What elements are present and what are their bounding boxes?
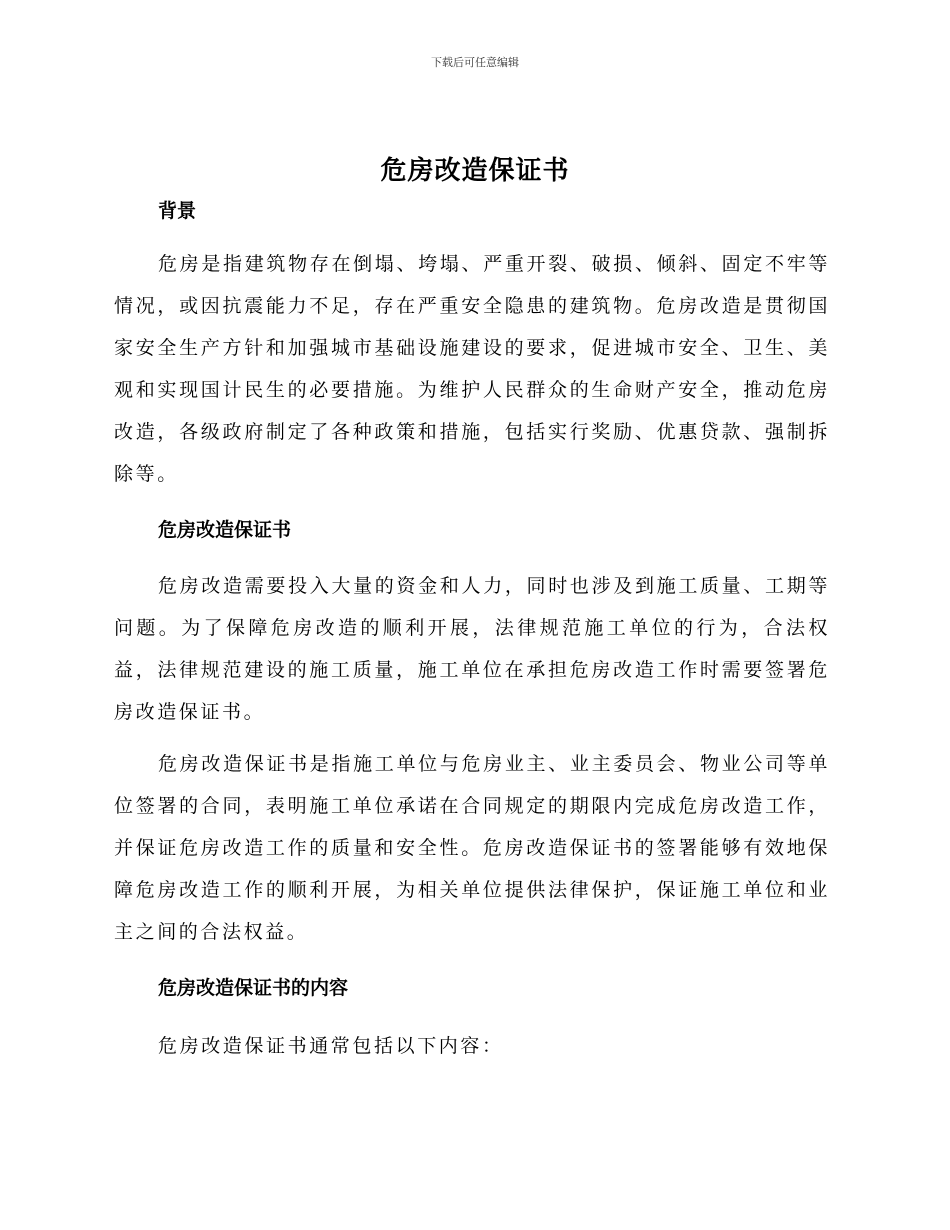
paragraph-guarantee-1: 危房改造需要投入大量的资金和人力，同时也涉及到施工质量、工期等问题。为了保障危房改造的顺利开展，法律规范施工单位的行为，合法权益，法律规范建设的施工质量，施工单位在承担危房改造工作时需要签署危房改造保证书。 xyxy=(114,575,830,723)
paragraph-contents-intro: 危房改造保证书通常包括以下内容： xyxy=(158,1035,504,1057)
section-heading-contents: 危房改造保证书的内容 xyxy=(158,977,349,999)
document-body xyxy=(114,196,830,1067)
section-heading-guarantee: 危房改造保证书 xyxy=(158,519,292,541)
paragraph-guarantee-2: 危房改造保证书是指施工单位与危房业主、业主委员会、物业公司等单位签署的合同，表明施工单位承诺在合同规定的期限内完成危房改造工作，并保证危房改造工作的质量和安全性。危房改造保证书的签署能够有效地保障危房改造工作的顺利开展，为相关单位提供法律保护，保证施工单位和业主之间的合法权益。 xyxy=(114,753,830,943)
section-heading-background: 背景 xyxy=(158,200,197,222)
page-header: 下载后可任意编辑 xyxy=(431,56,519,69)
paragraph-background: 危房是指建筑物存在倒塌、垮塌、严重开裂、破损、倾斜、固定不牢等情况，或因抗震能力不足，存在严重安全隐患的建筑物。危房改造是贯彻国家安全生产方针和加强城市基础设施建设的要求，促进城市安全、卫生、美观和实现国计民生的必要措施。为维护人民群众的生命财产安全，推动危房改造，各级政府制定了各种政策和措施，包括实行奖励、优惠贷款、强制拆除等。 xyxy=(114,253,830,485)
document-title: 危房改造保证书 xyxy=(380,156,570,186)
